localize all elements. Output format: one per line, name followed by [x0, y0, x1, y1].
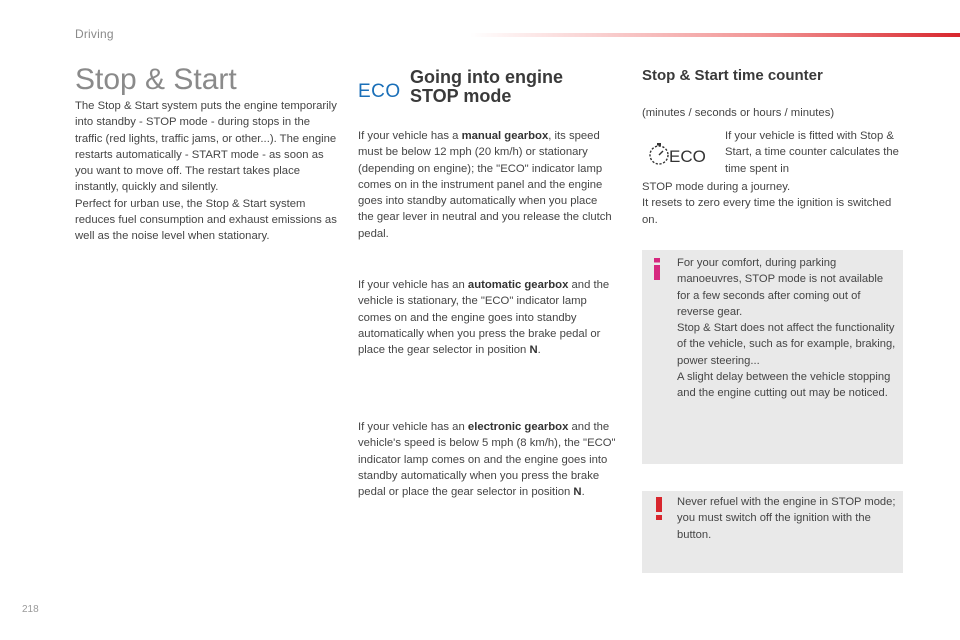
warning-note-box [642, 491, 903, 573]
timer-reset-text: It resets to zero every time the ignition is switched on. [642, 197, 892, 226]
intro-paragraph-2: Perfect for urban use, the Stop & Start system reduces fuel consumption and exhaust emissions as well as the noise level when stationary. [75, 197, 337, 243]
eco-icon [358, 81, 402, 104]
electronic-gearbox-label: electronic gearbox [467, 421, 569, 433]
timer-continued-text: STOP mode during a journey. [642, 181, 791, 193]
svg-text:ECO: ECO [358, 81, 401, 99]
going-into-stop-heading: Going into engine STOP mode [410, 67, 563, 106]
manual-gearbox-label: manual gearbox [461, 130, 549, 142]
svg-text:ECO: ECO [669, 147, 706, 166]
info-note-box [642, 250, 903, 464]
electronic-gearbox-text: If your vehicle has an electronic gearbox and the vehicle's speed is below 5 mph (8 km/h), the "ECO" indicator lamp comes on and the engine goes into standby automatically when you press the brake pedal or place the gear selector in position N. [358, 421, 616, 499]
automatic-gearbox-text: If your vehicle has an automatic gearbox and the vehicle is stationary, the "ECO" indicator lamp comes on and the engine goes into standby automatically when you press the brake pedal or place the gear selector in position N. [358, 279, 610, 357]
manual-gearbox-text: If your vehicle has a manual gearbox, its speed must be below 12 mph (20 km/h) or stationary (depending on engine); the "ECO" indicator lamp comes on in the instrument panel and the engine goes into standby automatically when you place the gear lever in neutral and you release the clutch pedal. [358, 130, 612, 240]
automatic-gearbox-label: automatic gearbox [467, 279, 569, 291]
info-icon [652, 258, 662, 285]
timer-eco-icon [648, 143, 710, 172]
info-note-text: For your comfort, during parking manoeuvres, STOP mode is not available for a few seconds after coming out of reverse gear. Stop & Start does not affect the functionality of the vehicle, such as for example, braking, power steering... A slight delay between the vehicle stopping and the engine cutting out may be noticed. [677, 257, 896, 400]
warning-icon [654, 497, 664, 526]
section-label: Driving [75, 27, 114, 41]
header-accent-bar [470, 33, 960, 37]
time-units-text: (minutes / seconds or hours / minutes) [642, 107, 835, 119]
page-title: Stop & Start [75, 63, 237, 96]
warning-note-text: Never refuel with the engine in STOP mode; you must switch off the ignition with the button. [677, 496, 896, 541]
time-counter-heading: Stop & Start time counter [642, 67, 823, 84]
intro-paragraph-1: The Stop & Start system puts the engine temporarily into standby - STOP mode - during stops in the traffic (red lights, traffic jams, or other...). The engine restarts automatically - START mode - as soon as you want to move off. The restart takes place instantly, quickly and silently. [75, 100, 337, 194]
intro-text [75, 98, 337, 245]
page-number: 218 [22, 604, 39, 615]
timer-explanation [642, 179, 902, 228]
timer-fitted-text: If your vehicle is fitted with Stop & Start, a time counter calculates the time spent in [725, 130, 899, 175]
